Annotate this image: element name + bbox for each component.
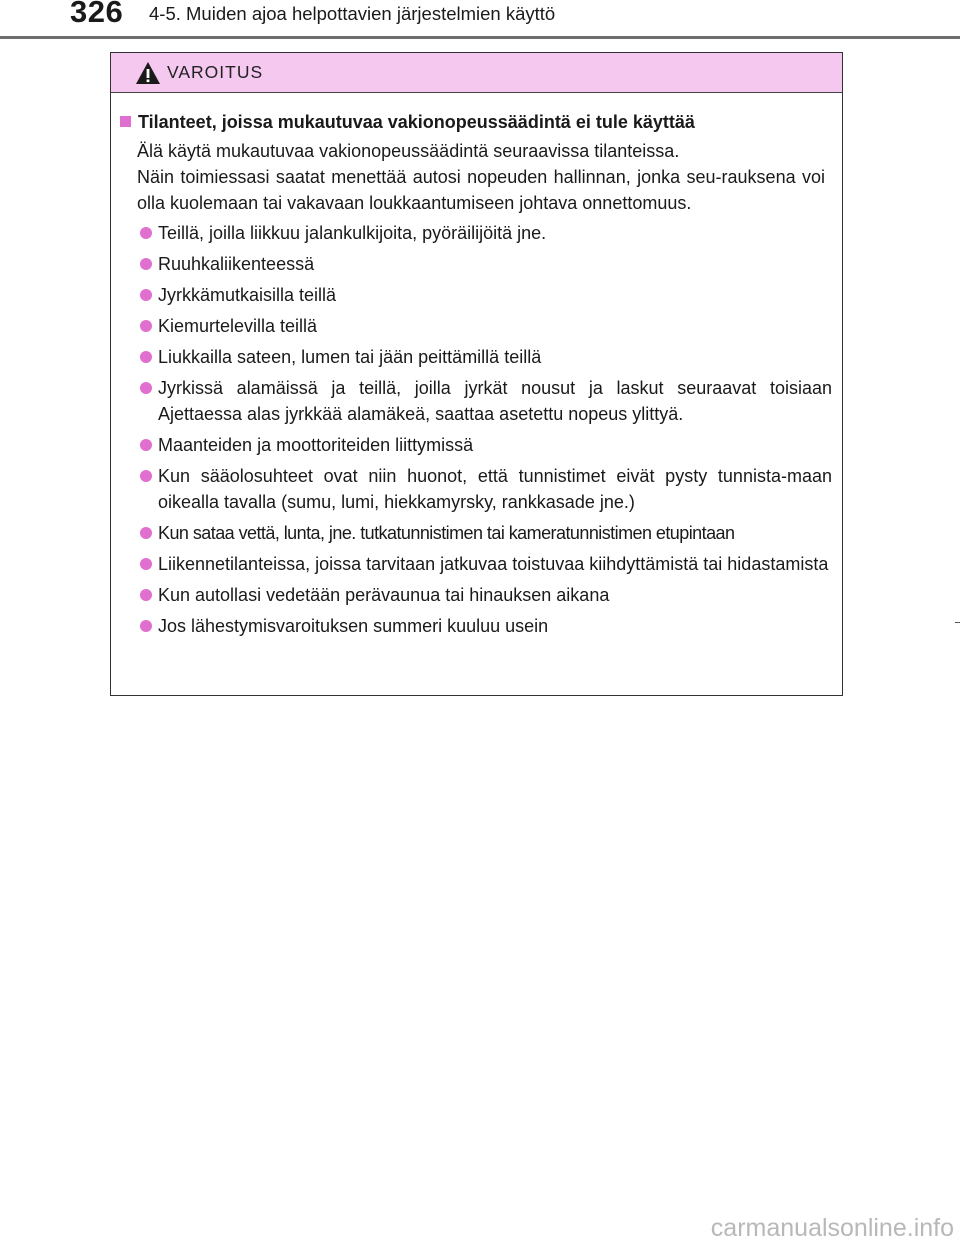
bullet-dot-icon [140,351,152,363]
bullet-dot-icon [140,589,152,601]
list-item [120,551,832,577]
list-item [120,432,832,458]
list-item-text: Teillä, joilla liikkuu jalankulkijoita, pyöräilijöitä jne. [158,223,547,243]
list-item [120,313,832,339]
warning-triangle-icon [135,61,161,85]
list-item-text: Liukkailla sateen, lumen tai jään peittämillä teillä [158,347,542,367]
header-divider [0,36,960,39]
bullet-dot-icon [140,558,152,570]
bullet-dot-icon [140,320,152,332]
list-item-text: Jyrkkämutkaisilla teillä [158,285,337,305]
intro-paragraph: Näin toimiessasi saatat menettää autosi nopeuden hallinnan, jonka seu-rauksena voi olla kuolemaan tai vakavaan loukkaantumiseen johtava onnettomuus. [137,167,825,213]
bullet-dot-icon [140,439,152,451]
list-item-text: Jos lähestymisvaroituksen summeri kuuluu usein [158,616,549,636]
list-item [120,520,832,546]
list-item-text: Ruuhkaliikenteessä [158,254,315,274]
margin-tick [955,622,960,623]
warning-box [110,52,843,696]
list-item-text: Maanteiden ja moottoriteiden liittymissä [158,435,474,455]
list-item [120,251,832,277]
list-item-text: Kun autollasi vedetään perävaunua tai hinauksen aikana [158,585,610,605]
list-item-text: Kun sataa vettä, lunta, jne. tutkatunnistimen tai kameratunnistimen etupintaan [158,523,735,543]
watermark: carmanualsonline.info [710,1214,954,1242]
list-item-text: Kiemurtelevilla teillä [158,316,318,336]
bullet-dot-icon [140,382,152,394]
list-item [120,582,832,608]
bullet-dot-icon [140,470,152,482]
warning-body [111,93,842,639]
bullet-dot-icon [140,227,152,239]
list-item [120,463,832,515]
bullet-dot-icon [140,620,152,632]
warning-subheading [120,110,832,134]
bullet-dot-icon [140,527,152,539]
intro-line: Älä käytä mukautuvaa vakionopeussäädintä seuraavissa tilanteissa. [137,141,680,161]
list-item [120,344,832,370]
list-item-text: Liikennetilanteissa, joissa tarvitaan jatkuvaa toistuvaa kiihdyttämistä tai hidastamista [158,554,829,574]
list-item-text: Kun sääolosuhteet ovat niin huonot, että tunnistimet eivät pysty tunnista-maan oikealla tavalla (sumu, lumi, hiekkamyrsky, rankkasade jne.) [158,466,832,512]
list-item [120,282,832,308]
warning-label: VAROITUS [167,62,264,82]
situation-list [120,220,832,639]
subheading-text: Tilanteet, joissa mukautuvaa vakionopeussäädintä ei tule käyttää [138,112,695,132]
list-item-text: Jyrkissä alamäissä ja teillä, joilla jyrkät nousut ja laskut seuraavat toisiaan Ajettaessa alas jyrkkää alamäkeä, saattaa asetettu nopeus ylittyä. [158,378,832,424]
list-item [120,220,832,246]
list-item [120,613,832,639]
page-number: 326 [70,0,124,29]
bullet-dot-icon [140,258,152,270]
section-title: 4-5. Muiden ajoa helpottavien järjestelmien käyttö [149,3,556,24]
list-item [120,375,832,427]
square-bullet-icon [120,116,131,127]
warning-header [111,53,842,93]
bullet-dot-icon [140,289,152,301]
